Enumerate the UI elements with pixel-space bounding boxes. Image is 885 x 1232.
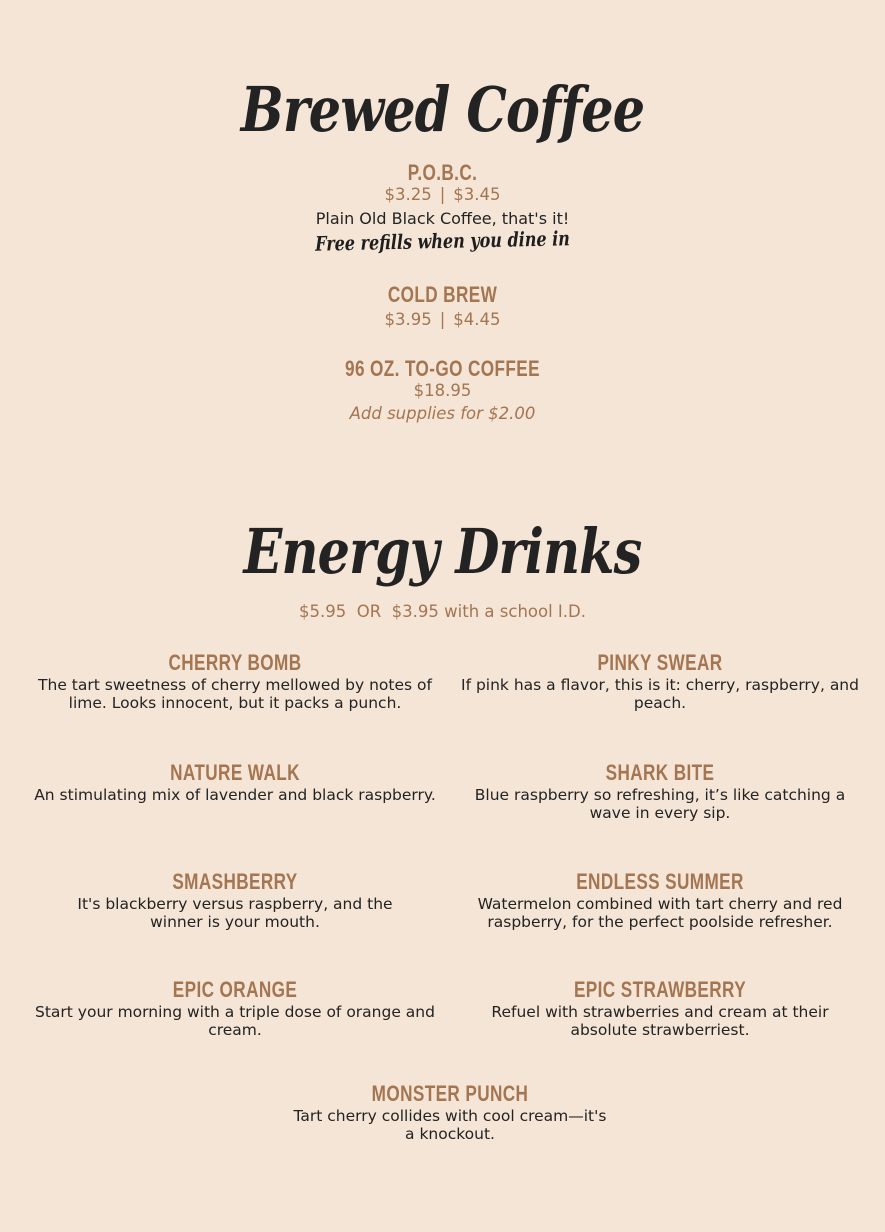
drink-name: PINKY SWEAR: [597, 650, 723, 675]
drink-description: If pink has a flavor, this is it: cherry, raspberry, and peach.: [461, 676, 859, 712]
cold-brew-name: COLD BREW: [387, 282, 498, 307]
price-separator: |: [439, 310, 446, 329]
drink-name: ENDLESS SUMMER: [576, 869, 744, 894]
pobc-name: P.O.B.C.: [407, 160, 478, 185]
drink-name: SHARK BITE: [605, 760, 715, 785]
cold-brew-price-large: $4.45: [453, 310, 501, 329]
drink-name: EPIC STRAWBERRY: [573, 977, 747, 1002]
drink-epic-strawberry: [450, 977, 870, 1039]
drink-name: SMASHBERRY: [172, 869, 298, 894]
pobc-description: Plain Old Black Coffee, that's it!: [315, 209, 570, 228]
energy-price-line: $5.95 OR $3.95 with a school I.D.: [299, 602, 586, 621]
drink-name: NATURE WALK: [170, 760, 300, 785]
drink-name: CHERRY BOMB: [168, 650, 302, 675]
pobc-price: [0, 185, 885, 205]
pobc-price-small: $3.25: [384, 185, 432, 204]
price-separator: |: [439, 185, 446, 204]
brewed-coffee-heading: Brewed Coffee: [240, 73, 645, 146]
refill-note: Free refills when you dine in: [314, 226, 571, 256]
drink-description: Blue raspberry so refreshing, it’s like catching a wave in every sip.: [474, 786, 846, 822]
drink-description: An stimulating mix of lavender and black raspberry.: [34, 786, 436, 804]
togo-supplies-note: Add supplies for $2.00: [349, 404, 536, 423]
drink-nature-walk: [25, 760, 445, 804]
energy-drinks-heading: Energy Drinks: [243, 515, 642, 588]
drink-description: Start your morning with a triple dose of orange and cream.: [35, 1003, 435, 1039]
cold-brew-price: [0, 310, 885, 330]
togo-coffee-name: 96 OZ. TO-GO COFFEE: [345, 356, 540, 381]
drink-cherry-bomb: [25, 650, 445, 712]
drink-description: It's blackberry versus raspberry, and the winner is your mouth.: [77, 895, 393, 931]
togo-coffee-price: $18.95: [413, 381, 472, 400]
pobc-price-large: $3.45: [453, 185, 501, 204]
drink-description: Tart cherry collides with cool cream—it's a knockout.: [293, 1107, 607, 1143]
drink-description: Watermelon combined with tart cherry and red raspberry, for the perfect poolside refresher.: [477, 895, 843, 931]
drink-name: MONSTER PUNCH: [371, 1081, 529, 1106]
drink-pinky-swear: [450, 650, 870, 712]
drink-description: The tart sweetness of cherry mellowed by notes of lime. Looks innocent, but it packs a punch.: [38, 676, 432, 712]
cold-brew-price-small: $3.95: [384, 310, 432, 329]
drink-name: EPIC ORANGE: [172, 977, 298, 1002]
drink-shark-bite: [450, 760, 870, 822]
drink-description: Refuel with strawberries and cream at their absolute strawberriest.: [491, 1003, 829, 1039]
drink-epic-orange: [25, 977, 445, 1039]
drink-endless-summer: [450, 869, 870, 931]
drink-monster-punch: [280, 1081, 620, 1143]
drink-smashberry: [25, 869, 445, 931]
